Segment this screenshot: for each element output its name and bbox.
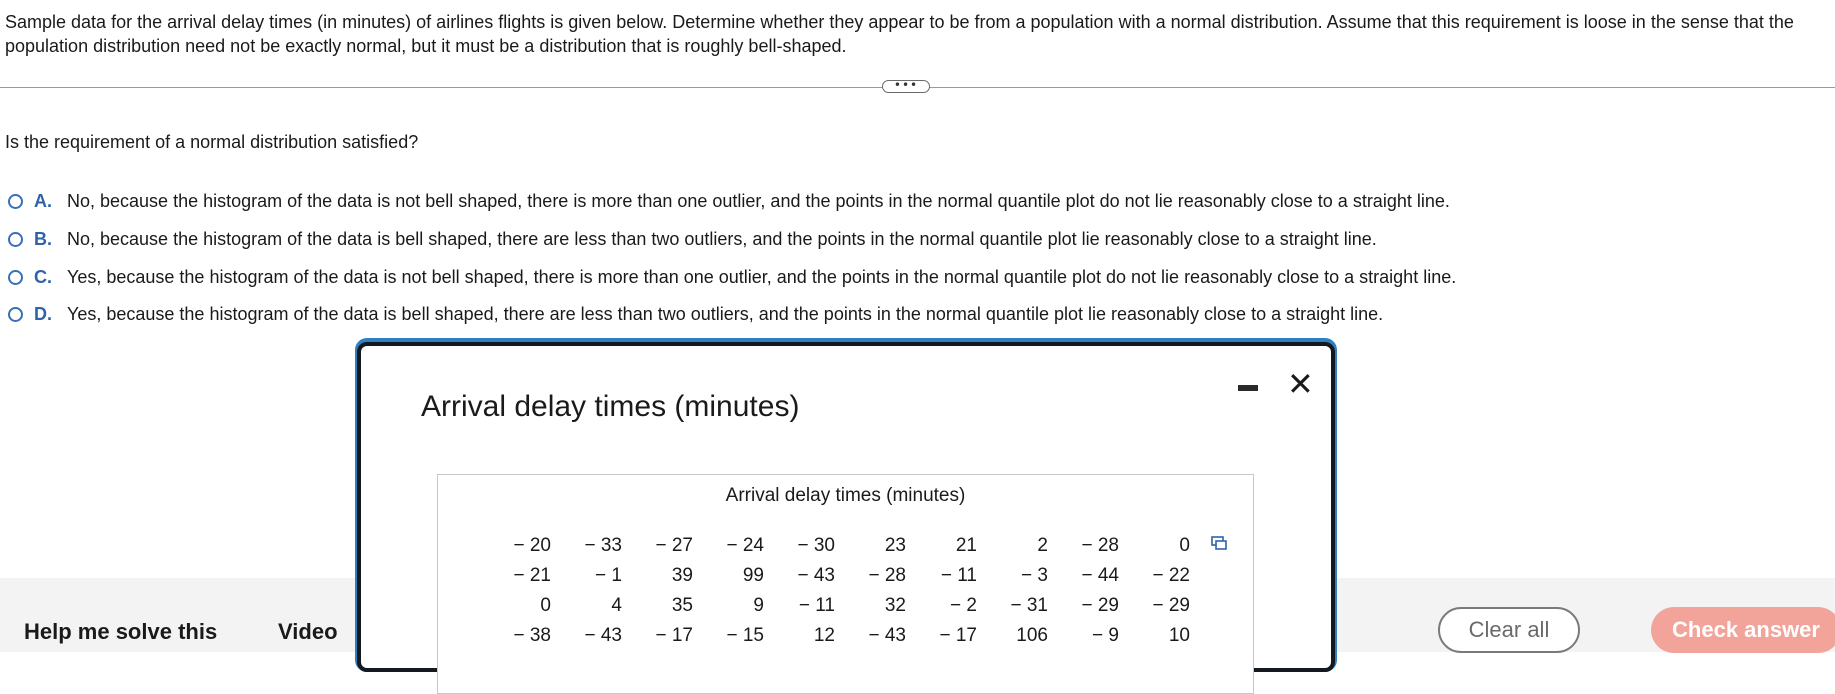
table-cell: − 28: [868, 565, 906, 586]
table-cell: 12: [813, 625, 835, 646]
choice-text: Yes, because the histogram of the data is bell shaped, there are less than two outliers, and the points in the normal quantile plot lie reasonably close to a straight line.: [67, 303, 1384, 324]
table-cell: − 21: [513, 565, 551, 586]
table-cell: − 9: [1092, 625, 1119, 646]
table-cell: − 1: [595, 565, 622, 586]
table-cell: − 44: [1081, 565, 1119, 586]
table-cell: − 2: [950, 595, 977, 616]
help-me-solve-button[interactable]: Help me solve this: [24, 619, 218, 644]
table-cell: 9: [753, 595, 764, 616]
minimize-icon[interactable]: [1238, 385, 1258, 391]
question-text: Sample data for the arrival delay times (in minutes) of airlines flights is given below. Determine whether they appear to be from a population with a normal distribution. Assume that this requirement is loose in the sense that the population distribution need not be exactly normal, but it must be a distribution that is roughly bell-shaped.: [5, 12, 1794, 56]
choice-text: Yes, because the histogram of the data is not bell shaped, there is more than one outlier, and the points in the normal quantile plot do not lie reasonably close to a straight line.: [67, 266, 1457, 287]
data-modal: [357, 342, 1335, 672]
table-cell: − 29: [1081, 595, 1119, 616]
copy-icon[interactable]: [1211, 536, 1227, 550]
table-cell: − 38: [513, 625, 551, 646]
table-cell: 32: [884, 595, 906, 616]
table-cell: 0: [1179, 535, 1190, 556]
choice-text: No, because the histogram of the data is bell shaped, there are less than two outliers, and the points in the normal quantile plot lie reasonably close to a straight line.: [67, 228, 1377, 249]
table-cell: 21: [955, 535, 977, 556]
data-table: [480, 531, 1190, 651]
table-cell: 4: [611, 595, 622, 616]
choice-letter: A.: [34, 190, 52, 211]
radio-button-icon[interactable]: [8, 194, 23, 209]
clear-all-button[interactable]: Clear all: [1438, 607, 1580, 653]
table-row: [480, 591, 1190, 621]
choice-b[interactable]: [8, 226, 1377, 252]
data-table-panel: [437, 474, 1254, 694]
table-cell: − 17: [939, 625, 977, 646]
choice-letter: B.: [34, 228, 52, 249]
table-cell: − 22: [1152, 565, 1190, 586]
choice-letter: C.: [34, 266, 52, 287]
table-cell: − 33: [584, 535, 622, 556]
table-row: [480, 621, 1190, 651]
table-cell: − 24: [726, 535, 764, 556]
table-cell: − 17: [655, 625, 693, 646]
table-cell: − 27: [655, 535, 693, 556]
choice-letter: D.: [34, 303, 52, 324]
table-cell: − 30: [797, 535, 835, 556]
choice-text: No, because the histogram of the data is not bell shaped, there is more than one outlier, and the points in the normal quantile plot do not lie reasonably close to a straight line.: [67, 190, 1450, 211]
table-cell: − 43: [584, 625, 622, 646]
table-cell: 10: [1168, 625, 1190, 646]
close-icon[interactable]: ✕: [1287, 365, 1314, 403]
table-cell: 35: [671, 595, 693, 616]
table-cell: − 43: [868, 625, 906, 646]
radio-button-icon[interactable]: [8, 232, 23, 247]
table-cell: 39: [671, 565, 693, 586]
question-prompt: Is the requirement of a normal distribution satisfied?: [5, 132, 419, 152]
table-cell: 106: [1016, 625, 1048, 646]
table-cell: 99: [742, 565, 764, 586]
table-cell: − 11: [940, 565, 977, 586]
table-cell: 0: [540, 595, 551, 616]
table-cell: − 43: [797, 565, 835, 586]
table-cell: 23: [884, 535, 906, 556]
table-cell: − 29: [1152, 595, 1190, 616]
expand-button[interactable]: •••: [882, 80, 930, 93]
choice-a[interactable]: [8, 188, 1450, 214]
radio-button-icon[interactable]: [8, 270, 23, 285]
table-cell: − 3: [1021, 565, 1048, 586]
table-title: Arrival delay times (minutes): [725, 485, 966, 506]
modal-title: Arrival delay times (minutes): [421, 390, 800, 423]
table-cell: − 15: [726, 625, 764, 646]
table-cell: 2: [1037, 535, 1048, 556]
table-row: [480, 531, 1190, 561]
table-cell: − 20: [513, 535, 551, 556]
choice-c[interactable]: [8, 264, 1456, 290]
table-cell: − 11: [798, 595, 835, 616]
check-answer-button[interactable]: Check answer: [1651, 607, 1835, 653]
table-cell: − 31: [1010, 595, 1048, 616]
table-cell: − 28: [1081, 535, 1119, 556]
choice-d[interactable]: [8, 301, 1383, 327]
table-row: [480, 561, 1190, 591]
video-button[interactable]: Video: [278, 619, 338, 644]
radio-button-icon[interactable]: [8, 307, 23, 322]
